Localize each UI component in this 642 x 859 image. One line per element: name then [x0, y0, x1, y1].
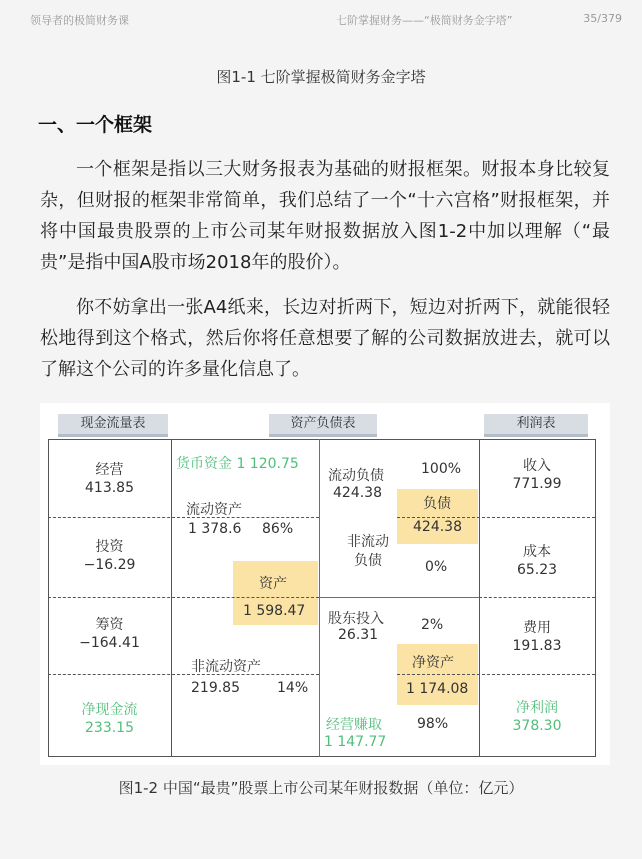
noncurrent-liab-pct: 0% — [425, 559, 448, 575]
paragraph-2: 你不妨拿出一张A4纸来，长边对折两下，短边对折两下，就能很轻松地得到这个格式，然后你将任意想要了解的公司数据放进去，就可以了解这个公司的许多量化信息了。 — [40, 297, 610, 380]
cost-label: 成本 — [523, 544, 551, 560]
current-liab-pct: 100% — [421, 461, 462, 477]
assets-value: 1 598.47 — [243, 603, 306, 619]
liabilities-label: 负债 — [423, 496, 451, 512]
investing-cell — [48, 538, 171, 574]
retained-value: 1 147.77 — [324, 734, 387, 750]
expense-cell — [479, 619, 595, 655]
financial-grid-figure — [40, 403, 610, 765]
grid-vline-1 — [171, 439, 172, 757]
financing-value: −164.41 — [79, 635, 140, 651]
investing-value: −16.29 — [83, 557, 136, 573]
expense-value: 191.83 — [512, 638, 562, 654]
noncurrent-assets-pct: 14% — [277, 680, 309, 696]
section-title: 一、一个框架 — [38, 114, 153, 136]
chapter-title: 七阶掌握财务——“极简财务金字塔” — [336, 14, 513, 27]
financing-label: 筹资 — [95, 617, 124, 633]
grid-hline-2b — [479, 597, 595, 598]
grid-vline-red — [319, 439, 320, 757]
shareholder-pct: 2% — [421, 617, 444, 633]
paragraph-1: 一个框架是指以三大财务报表为基础的财报框架。财报本身比较复杂，但财报的框架非常简单，我们总结了一个“十六宫格”财报框架，并将中国最贵股票的上市公司某年财报数据放入图1-2中加以理解（“最贵”是指中国A股市场2018年的股价）。 — [40, 159, 610, 273]
net-profit-value: 378.30 — [512, 718, 562, 734]
grid-hline-2a — [48, 597, 319, 598]
expense-label: 费用 — [523, 620, 551, 636]
equity-label: 净资产 — [412, 655, 454, 671]
retained-label: 经营赚取 — [326, 717, 382, 733]
net-cash-cell — [48, 701, 171, 737]
grid-hline-1b — [397, 517, 595, 518]
current-assets-value: 1 378.6 — [188, 521, 242, 537]
grid-hline-1a — [48, 517, 319, 518]
financing-cell — [48, 616, 171, 652]
operating-label: 经营 — [95, 462, 124, 478]
cost-cell — [479, 543, 595, 579]
revenue-cell — [479, 457, 595, 493]
cost-value: 65.23 — [516, 562, 558, 578]
current-assets-label: 流动资产 — [186, 502, 242, 518]
revenue-label: 收入 — [523, 458, 551, 474]
investing-label: 投资 — [95, 539, 124, 555]
net-profit-cell — [479, 699, 595, 735]
figure-caption-bottom: 图1-2 中国“最贵”股票上市公司某年财报数据（单位：亿元） — [118, 779, 524, 797]
equity-value: 1 174.08 — [406, 681, 469, 697]
grid-hline-red — [319, 597, 479, 598]
noncurrent-assets-value: 219.85 — [191, 680, 240, 696]
operating-cell — [48, 461, 171, 497]
revenue-value: 771.99 — [512, 476, 562, 492]
shareholder-label: 股东投入 — [328, 611, 384, 627]
tab-balance-sheet: 资产负债表 — [269, 414, 377, 437]
net-cash-label: 净现金流 — [81, 702, 138, 718]
retained-pct: 98% — [417, 716, 449, 732]
page-counter: 35/379 — [583, 12, 622, 25]
current-liab-value: 424.38 — [333, 485, 382, 501]
noncurrent-liab-label: 非流动 负债 — [347, 534, 389, 569]
grid-hline-3a — [48, 674, 319, 675]
current-assets-pct: 86% — [262, 521, 294, 537]
tab-cash-flow: 现金流量表 — [58, 414, 168, 437]
figure-caption-top: 图1-1 七阶掌握极简财务金字塔 — [216, 68, 426, 86]
liabilities-value: 424.38 — [413, 519, 462, 535]
operating-value: 413.85 — [85, 480, 134, 496]
net-cash-value: 233.15 — [85, 720, 134, 736]
tab-income: 利润表 — [484, 414, 588, 437]
assets-label: 资产 — [259, 576, 287, 592]
grid-hline-3b — [397, 674, 595, 675]
shareholder-value: 26.31 — [338, 627, 379, 643]
net-profit-label: 净利润 — [516, 700, 558, 716]
current-liab-label: 流动负债 — [328, 468, 384, 484]
noncurrent-assets-label: 非流动资产 — [191, 659, 261, 675]
book-title: 领导者的极简财务课 — [30, 14, 129, 27]
cash-balance: 货币资金 1 120.75 — [176, 456, 299, 472]
